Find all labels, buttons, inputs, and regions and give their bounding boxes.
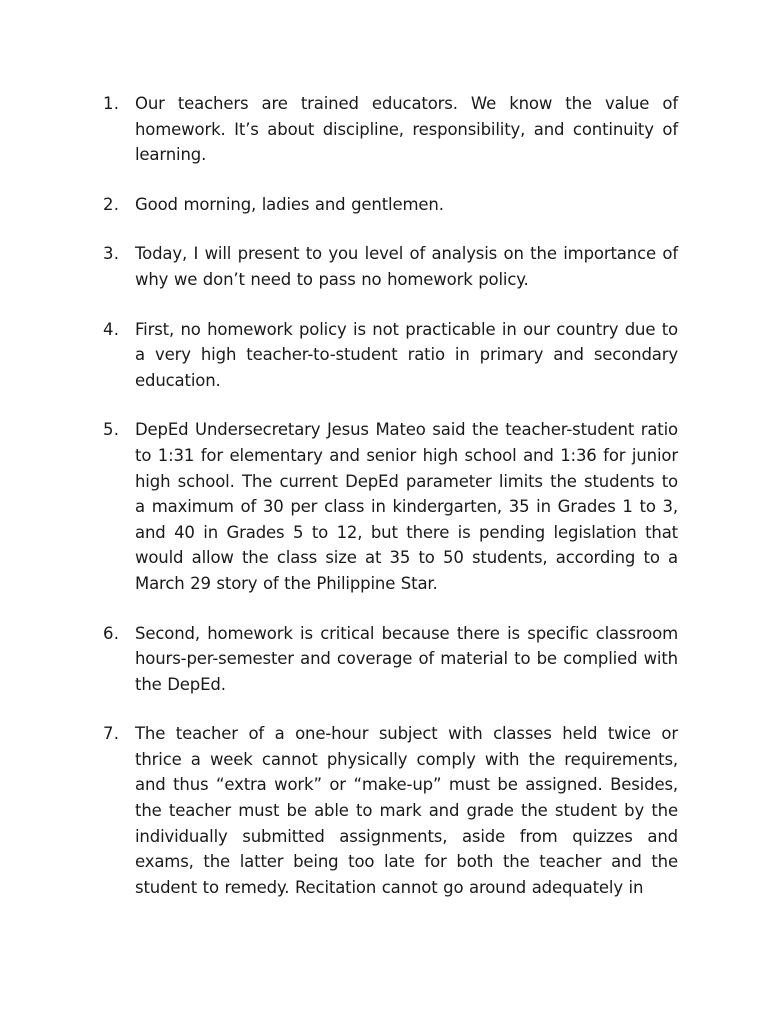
item-text: Second, homework is critical because there is specific classroom hours-per-semester and coverage of material to be complied with the DepEd. [135,623,678,694]
list-item-7 [103,721,678,900]
item-number: 1. [103,94,120,113]
item-text: DepEd Undersecretary Jesus Mateo said the teacher-student ratio to 1:31 for elementary and senior high school and 1:36 for junior high school. The current DepEd parameter limits the students to a maximum of 30 per class in kindergarten, 35 in Grades 1 to 3, and 40 in Grades 5 to 12, but there is pending legislation that would allow the class size at 35 to 50 students, according to a March 29 story of the Philippine Star. [135,420,678,593]
list-item-5 [103,417,678,596]
item-text: Good morning, ladies and gentlemen. [135,194,444,214]
list-item-3 [103,241,678,292]
item-text: The teacher of a one-hour subject with classes held twice or thrice a week cannot physically comply with the requirements, and thus “extra work” or “make-up” must be assigned. Besides, the teacher must be able to mark and grade the student by the individually submitted assignments, aside from quizzes and exams, the latter being too late for both the teacher and the student to remedy. Recitation cannot go around adequately in [135,724,678,897]
item-number: 3. [103,244,120,264]
item-number: 2. [103,194,120,214]
item-number: 5. [103,420,120,440]
list-item-1 [103,91,678,168]
item-number: 4. [103,319,120,339]
list-item-2 [103,192,678,218]
item-text: Today, I will present to you level of analysis on the importance of why we don’t need to pass no homework policy. [135,244,678,289]
list-item-4 [103,317,678,394]
list-item-6 [103,621,678,698]
item-text: Our teachers are trained educators. We know the value of homework. It’s about discipline, responsibility, and continuity of learning. [135,94,678,165]
item-text: First, no homework policy is not practicable in our country due to a very high teacher-to-student ratio in primary and secondary education. [135,319,678,390]
numbered-list [103,91,678,924]
item-number: 7. [103,724,120,744]
item-number: 6. [103,623,120,643]
